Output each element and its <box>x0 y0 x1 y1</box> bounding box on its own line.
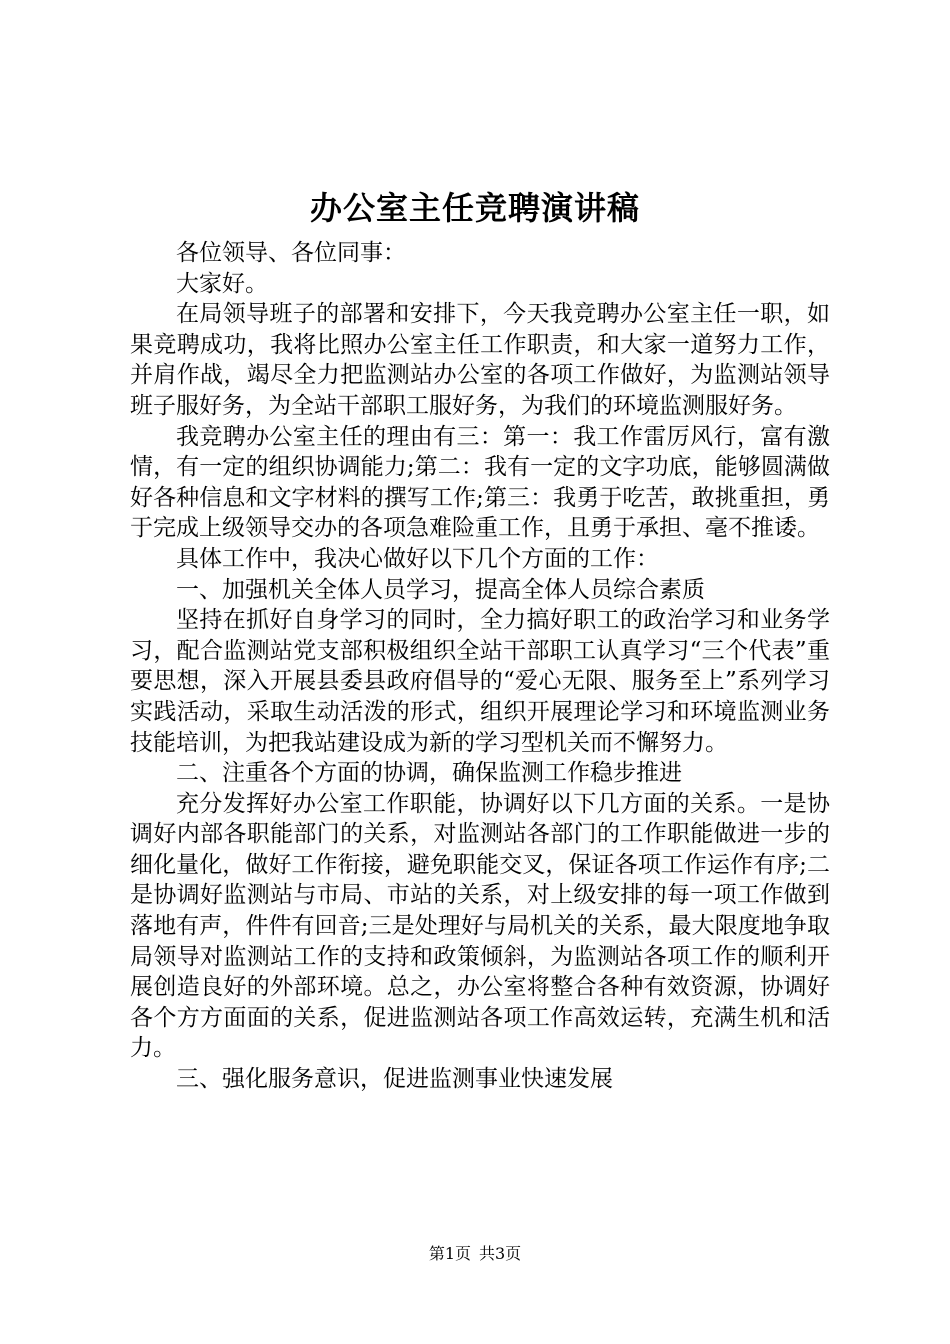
page-number: 第1页 <box>428 1244 471 1263</box>
paragraph-salutation: 各位领导、各位同事： <box>176 240 406 266</box>
paragraph-greeting: 大家好。 <box>176 270 268 297</box>
paragraph: 我竞聘办公室主任的理由有三：第一：我工作雷厉风行，富有激情，有一定的组织协调能力;第二：我有一定的文字功底，能够圆满做好各种信息和文字材料的撰写工作;第三：我勇于吃苦，敢挑重担，勇于完成上级领导交办的各项急难险重工作，且勇于承担、毫不推诿。 <box>130 423 830 542</box>
paragraph: 充分发挥好办公室工作职能，协调好以下几方面的关系。一是协调好内部各职能部门的关系，对监测站各部门的工作职能做进一步的细化量化，做好工作衔接，避免职能交叉，保证各项工作运作有序;二是协调好监测站与市局、市站的关系，对上级安排的每一项工作做到落地有声，件件有回音;三是处理好与局机关的关系，最大限度地争取局领导对监测站工作的支持和政策倾斜，为监测站各项工作的顺利开展创造良好的外部环境。总之，办公室将整合各种有效资源，协调好各个方方面面的关系，促进监测站各项工作高效运转，充满生机和活力。 <box>130 790 830 1062</box>
section-heading: 三、强化服务意识，促进监测事业快速发展 <box>176 1066 613 1093</box>
section-heading: 一、加强机关全体人员学习，提高全体人员综合素质 <box>176 576 705 603</box>
paragraph: 在局领导班子的部署和安排下，今天我竞聘办公室主任一职，如果竞聘成功，我将比照办公室主任工作职责，和大家一道努力工作，并肩作战，竭尽全力把监测站办公室的各项工作做好，为监测站领导班子服好务，为全站干部职工服好务，为我们的环境监测服好务。 <box>130 301 830 419</box>
paragraph: 坚持在抓好自身学习的同时，全力搞好职工的政治学习和业务学习，配合监测站党支部积极组织全站干部职工认真学习“三个代表”重要思想，深入开展县委县政府倡导的“爱心无限、服务至上”系列学习实践活动，采取生动活泼的形式，组织开展理论学习和环境监测业务技能培训，为把我站建设成为新的学习型机关而不懈努力。 <box>130 607 830 756</box>
page-total: 共3页 <box>479 1244 522 1263</box>
document-body <box>130 238 830 1095</box>
paragraph: 具体工作中，我决心做好以下几个方面的工作： <box>176 545 659 572</box>
page-footer <box>0 1244 950 1264</box>
section-heading: 二、注重各个方面的协调，确保监测工作稳步推进 <box>176 760 682 787</box>
document-title: 办公室主任竞聘演讲稿 <box>309 189 640 227</box>
